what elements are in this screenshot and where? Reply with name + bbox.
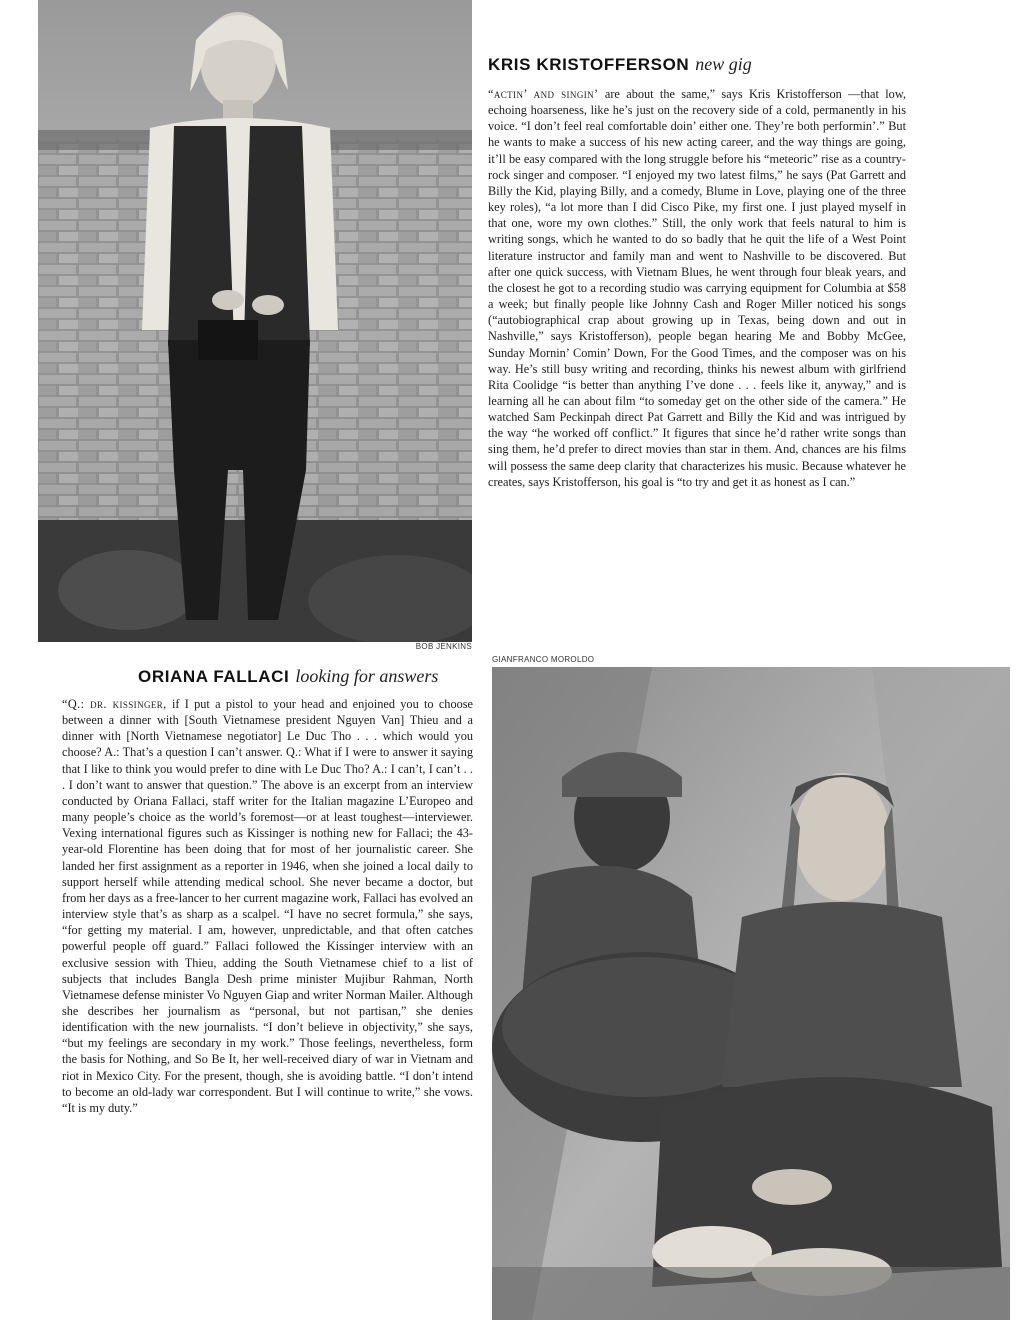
fallaci-photo xyxy=(492,667,1010,1320)
kristofferson-photo xyxy=(38,0,472,642)
kristofferson-name: KRIS KRISTOFFERSON xyxy=(488,55,690,74)
kristofferson-tagline: new gig xyxy=(695,54,752,74)
fallaci-headline xyxy=(138,666,438,687)
fallaci-lead-in: “Q.: dr. kissinger, xyxy=(62,697,167,711)
fallaci-name: ORIANA FALLACI xyxy=(138,667,290,686)
kristofferson-body: are about the same,” says Kris Kristofferson —that low, echoing hoarseness, like he’s just on the recovery side of a cold, permanently in his voice. “I don’t feel real comfortable doin’ either one. They’re both performin’.” But he wants to make a success of his new acting career, and the way things are going, it’ll be easy compared with the long struggle before his “meteoric” rise as a country-rock singer and composer. “I enjoyed my two latest films,” he says (Pat Garrett and Billy the Kid, playing Billy, and a comedy, Blume in Love, playing one of the three key roles), “a lot more than I did Cisco Pike, my first one. I just played myself in that one, wore my own clothes.” Still, the only work that feels natural to him is writing songs, which he wanted to do so badly that he quit the life of a West Point literature instructor and family man and went to Nashville to be discovered. But after one quick success, with Vietnam Blues, he went through four bleak years, and the closest he got to a recording studio was carrying equipment for Columbia at $58 a week; but finally people like Johnny Cash and Roger Miller noticed his songs (“autobiographical crap about growing up in Texas, being down and out in Nashville,” says Kristofferson), people began hearing Me and Bobby McGee, Sunday Mornin’ Comin’ Down, For the Good Times, and the composer was on his way. He’s still busy writing and recording, thinks his newest album with girlfriend Rita Coolidge “is better than anything I’ve done . . . feels like it, anyway,” and is learning all he can about film “to someday get on the other side of the camera.” He watched Sam Peckinpah direct Pat Garrett and Billy the Kid and was intrigued by the way “he worked off conflict.” It figures that since he’d rather write songs than sing them, he’d prefer to direct movies than star in them. And, chances are his films will possess the same deep clarity that characterizes his music. Because whatever he creates, says Kristofferson, his goal is “to try and get it as honest as I can.” xyxy=(488,87,906,489)
fallaci-article xyxy=(62,696,473,1116)
fallaci-tagline: looking for answers xyxy=(295,666,439,686)
kristofferson-lead-in: “actin’ and singin’ xyxy=(488,87,599,101)
fallaci-body: if I put a pistol to your head and enjoined you to choose between a dinner with [South Vietnamese president Nguyen Van] Thieu and a dinner with [North Vietnamese negotiator] Le Duc Tho . . . which would you choose? A.: That’s a question I can’t answer. Q.: What if I were to answer it saying that I like to think you would prefer to dine with Le Duc Tho? A.: I can’t, I can’t . . . I don’t want to answer that question.” The above is an excerpt from an interview conducted by Oriana Fallaci, staff writer for the Italian magazine L’Europeo and many people’s choice as the world’s foremost—or at least toughest—interviewer. Vexing international figures such as Kissinger is nothing new for Fallaci; the 43-year-old Florentine has been doing that for most of her journalistic career. She landed her first assignment as a reporter in 1946, when she joined a local daily to support herself while attending medical school. She never became a doctor, but from her days as a free-lancer to her current magazine work, Fallaci has evolved an interview style that’s as sharp as a scalpel. “I have no secret formula,” she says, “for getting my material. I am, however, unpredictable, and that often catches powerful people off guard.” Fallaci followed the Kissinger interview with an exclusive session with Thieu, adding the South Vietnamese chief to a list of subjects that includes Bangla Desh prime minister Mujibur Rahman, North Vietnamese defense minister Vo Nguyen Giap and writer Norman Mailer. Although she describes her journalism as “personal, but not partisan,” she denies identification with the new journalists. “I don’t believe in objectivity,” she says, “but my feelings are secondary in my work.” Those feelings, nevertheless, form the basis for Nothing, and So Be It, her well-received diary of war in Vietnam and riot in Mexico City. For the present, though, she is avoiding battle. “I don’t intend to become an old-lady war correspondent. But I will continue to write,” she vows. “It is my duty.” xyxy=(62,697,473,1115)
kristofferson-headline xyxy=(488,54,752,75)
kristofferson-article xyxy=(488,86,906,490)
fallaci-photo-credit: GIANFRANCO MOROLDO xyxy=(492,655,595,664)
kristofferson-photo-credit: BOB JENKINS xyxy=(415,642,472,651)
